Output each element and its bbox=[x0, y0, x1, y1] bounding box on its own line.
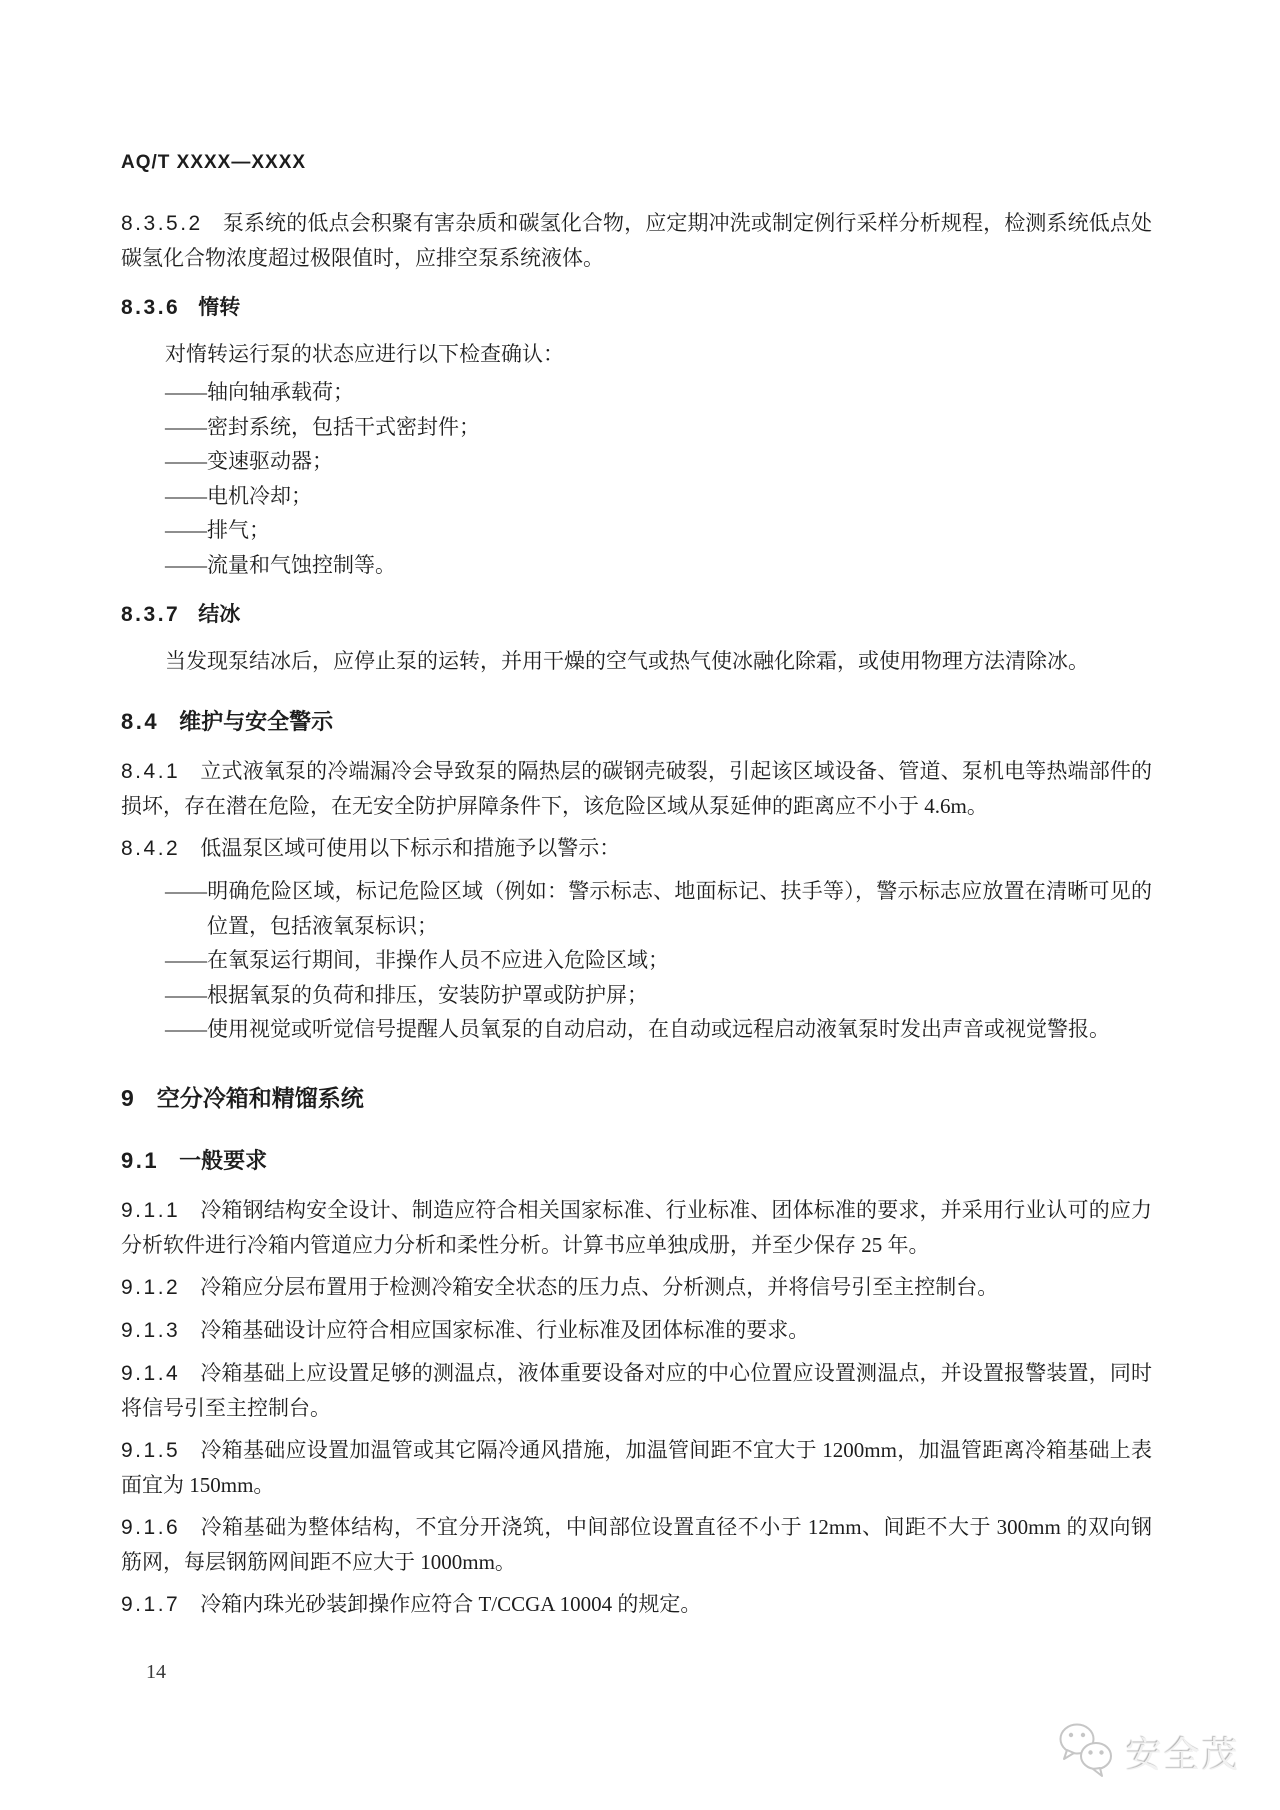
page-number: 14 bbox=[146, 1661, 166, 1683]
list-item: ——排气； bbox=[165, 518, 270, 542]
clause-number: 8.3.6 bbox=[121, 296, 181, 319]
clause-number: 9.1.4 bbox=[121, 1361, 181, 1385]
clause-number: 9.1.5 bbox=[121, 1438, 181, 1462]
clause-number: 8.4 bbox=[121, 709, 160, 734]
section-title: 一般要求 bbox=[179, 1147, 268, 1173]
paragraph-8-3-7: 当发现泵结冰后，应停止泵的运转，并用干燥的空气或热气使冰融化除霜，或使用物理方法清除冰。 bbox=[165, 649, 1089, 673]
list-item: ——轴向轴承载荷； bbox=[165, 380, 354, 404]
list-item: ——变速驱动器； bbox=[165, 449, 333, 473]
list-item: ——根据氧泵的负荷和排压，安装防护罩或防护屏； bbox=[165, 982, 648, 1007]
section-title: 结冰 bbox=[198, 603, 241, 626]
clause-number: 9 bbox=[121, 1084, 135, 1111]
list-item: ——明确危险区域，标记危险区域（例如：警示标志、地面标记、扶手等），警示标志应放置在清晰可见的位置，包括液氧泵标识； bbox=[165, 879, 1152, 938]
list-item: ——在氧泵运行期间，非操作人员不应进入危险区域； bbox=[165, 948, 669, 972]
chapter-heading-9 bbox=[121, 1079, 1152, 1117]
clause-9-1-5 bbox=[121, 1433, 1152, 1502]
clause-number: 9.1.1 bbox=[121, 1198, 181, 1222]
clause-9-1-6 bbox=[121, 1510, 1152, 1579]
clause-number: 9.1.2 bbox=[121, 1275, 181, 1299]
list-item: ——密封系统，包括干式密封件； bbox=[165, 414, 480, 439]
clause-number: 9.1.3 bbox=[121, 1318, 181, 1342]
clause-number: 8.3.5.2 bbox=[121, 212, 203, 235]
doc-code-header: AQ/T XXXX—XXXX bbox=[121, 152, 307, 173]
list-item: ——电机冷却； bbox=[165, 483, 312, 508]
section-title: 维护与安全警示 bbox=[179, 709, 334, 734]
clause-number: 8.4.2 bbox=[121, 837, 181, 860]
clause-9-1-4 bbox=[121, 1356, 1152, 1425]
watermark-text: 安全茂 bbox=[1125, 1734, 1240, 1775]
clause-9-1-3 bbox=[121, 1313, 1152, 1348]
clause-8-4-1 bbox=[121, 754, 1152, 823]
section-heading-8-3-6 bbox=[121, 291, 1152, 325]
section-heading-8-4 bbox=[121, 704, 1152, 740]
clause-number: 8.4.1 bbox=[121, 760, 181, 783]
clause-number: 9.1.6 bbox=[121, 1515, 181, 1539]
clause-8-4-2 bbox=[121, 831, 1152, 866]
clause-text: 冷箱内珠光砂装卸操作应符合 T/CCGA 10004 的规定。 bbox=[200, 1591, 702, 1616]
clause-9-1-1 bbox=[121, 1193, 1152, 1262]
clause-text: 冷箱基础设计应符合相应国家标准、行业标准及团体标准的要求。 bbox=[200, 1317, 810, 1342]
list-item: ——流量和气蚀控制等。 bbox=[165, 552, 396, 577]
section-heading-9-1 bbox=[121, 1143, 1152, 1179]
chapter-title: 空分冷箱和精馏系统 bbox=[156, 1084, 364, 1111]
clause-number: 9.1.7 bbox=[121, 1592, 181, 1616]
list-item: ——使用视觉或听觉信号提醒人员氧泵的自动启动，在自动或远程启动液氧泵时发出声音或视觉警报。 bbox=[165, 1017, 1110, 1041]
clause-number: 8.3.7 bbox=[121, 603, 181, 626]
clause-text: 冷箱基础为整体结构，不宜分开浇筑，中间部位设置直径不小于 12mm、间距不大于 300mm 的双向钢筋网，每层钢筋网间距不应大于 1000mm。 bbox=[121, 1514, 1152, 1574]
section-heading-8-3-7 bbox=[121, 598, 1152, 632]
clause-text: 冷箱钢结构安全设计、制造应符合相关国家标准、行业标准、团体标准的要求，并采用行业认可的应力分析软件进行冷箱内管道应力分析和柔性分析。计算书应单独成册，并至少保存 25 年。 bbox=[121, 1197, 1152, 1257]
clause-text: 冷箱基础应设置加温管或其它隔冷通风措施，加温管间距不宜大于 1200mm，加温管距离冷箱基础上表面宜为 150mm。 bbox=[121, 1437, 1152, 1497]
clause-text: 冷箱应分层布置用于检测冷箱安全状态的压力点、分析测点，并将信号引至主控制台。 bbox=[200, 1274, 999, 1299]
clause-9-1-7 bbox=[121, 1587, 1152, 1622]
section-title: 惰转 bbox=[198, 296, 241, 319]
clause-8-3-5-2 bbox=[121, 206, 1152, 275]
clause-text: 立式液氧泵的冷端漏冷会导致泵的隔热层的碳钢壳破裂，引起该区域设备、管道、泵机电等热端部件的损坏，存在潜在危险，在无安全防护屏障条件下，该危险区域从泵延伸的距离应不小于 4.6m。 bbox=[121, 759, 1152, 818]
clause-text: 泵系统的低点会积聚有害杂质和碳氢化合物，应定期冲洗或制定例行采样分析规程，检测系统低点处碳氢化合物浓度超过极限值时，应排空泵系统液体。 bbox=[121, 211, 1152, 270]
clause-9-1-2 bbox=[121, 1270, 1152, 1305]
wechat-chat-bubbles-icon bbox=[1056, 1722, 1118, 1788]
clause-text: 冷箱基础上应设置足够的测温点，液体重要设备对应的中心位置应设置测温点，并设置报警装置，同时将信号引至主控制台。 bbox=[121, 1360, 1152, 1420]
clause-text: 低温泵区域可使用以下标示和措施予以警示： bbox=[200, 836, 621, 860]
clause-number: 9.1 bbox=[121, 1147, 160, 1173]
brand-watermark bbox=[1056, 1722, 1240, 1788]
paragraph-8-3-6-intro: 对惰转运行泵的状态应进行以下检查确认： bbox=[165, 342, 564, 366]
